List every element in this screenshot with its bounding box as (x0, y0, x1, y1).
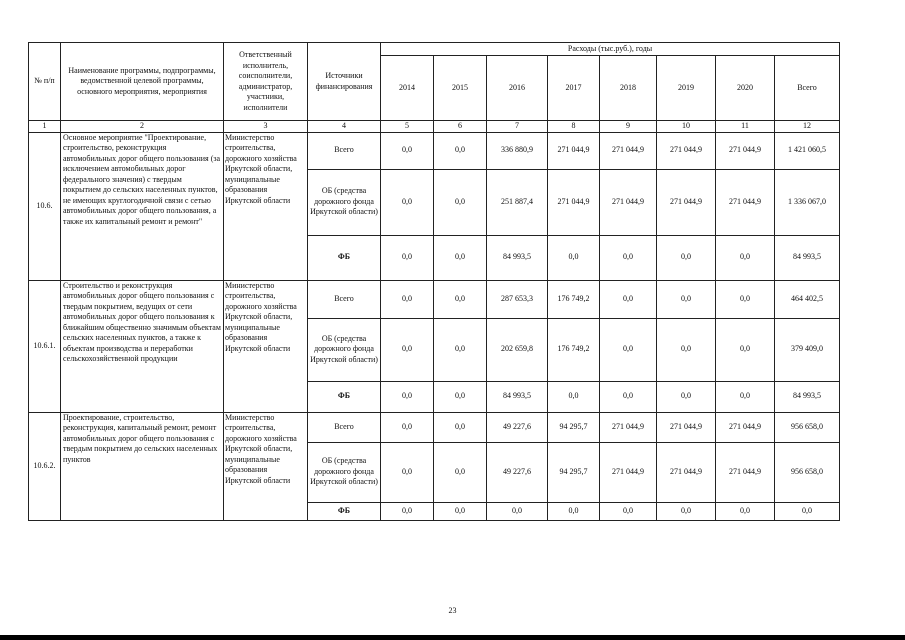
value-cell: 176 749,2 (548, 280, 600, 318)
value-cell: 0,0 (548, 381, 600, 412)
header-source: Источники финансирования (308, 43, 381, 121)
value-cell: 271 044,9 (600, 442, 657, 502)
value-cell: 271 044,9 (657, 442, 716, 502)
value-cell: 0,0 (434, 318, 487, 381)
value-cell: 0,0 (381, 280, 434, 318)
document-page (28, 42, 840, 521)
value-cell: 271 044,9 (657, 132, 716, 169)
scan-edge (0, 635, 905, 640)
value-cell: 271 044,9 (657, 169, 716, 235)
item-number: 10.6.1. (29, 280, 61, 412)
funding-source: ОБ (средства дорожного фонда Иркутской области) (308, 169, 381, 235)
value-cell: 0,0 (487, 502, 548, 520)
value-cell: 0,0 (381, 169, 434, 235)
column-number-row (29, 121, 840, 133)
value-cell: 271 044,9 (716, 169, 775, 235)
value-cell: 0,0 (434, 412, 487, 442)
page-number: 23 (448, 606, 457, 615)
item-name: Строительство и реконструкция автомобильных дорог общего пользования с твердым покрытием, ведущих от сети автомобильных дорог общего пользования к ближайшим общественно значимым объектам сельских населенных пунктов, а также к объектам производства и переработки сельскохозяйственной продукции (61, 280, 224, 412)
col-number: 4 (308, 121, 381, 133)
value-cell: 0,0 (716, 280, 775, 318)
item-responsible: Министерство строительства, дорожного хозяйства Иркутской области, муниципальные образования Иркутской области (224, 412, 308, 520)
header-expenses: Расходы (тыс.руб.), годы (381, 43, 840, 56)
value-cell: 0,0 (657, 318, 716, 381)
item-name: Проектирование, строительство, реконструкция, капитальный ремонт, ремонт автомобильных дорог общего пользования с твердым покрытием до сельских населенных пунктов (61, 412, 224, 520)
value-cell: 287 653,3 (487, 280, 548, 318)
value-cell: 271 044,9 (548, 169, 600, 235)
header-year: 2019 (657, 56, 716, 121)
funding-source: Всего (308, 280, 381, 318)
header-year: 2020 (716, 56, 775, 121)
col-number: 9 (600, 121, 657, 133)
total-cell: 1 336 067,0 (775, 169, 840, 235)
value-cell: 0,0 (434, 381, 487, 412)
item-number: 10.6. (29, 132, 61, 280)
value-cell: 0,0 (434, 169, 487, 235)
col-number: 7 (487, 121, 548, 133)
table-row (29, 132, 840, 169)
col-number: 11 (716, 121, 775, 133)
value-cell: 0,0 (657, 280, 716, 318)
value-cell: 271 044,9 (716, 442, 775, 502)
value-cell: 271 044,9 (716, 412, 775, 442)
funding-source: ОБ (средства дорожного фонда Иркутской области) (308, 442, 381, 502)
value-cell: 0,0 (434, 502, 487, 520)
item-responsible: Министерство строительства, дорожного хозяйства Иркутской области, муниципальные образования Иркутской области (224, 132, 308, 280)
value-cell: 271 044,9 (548, 132, 600, 169)
value-cell: 84 993,5 (487, 381, 548, 412)
col-number: 2 (61, 121, 224, 133)
value-cell: 0,0 (600, 235, 657, 280)
header-responsible: Ответственный исполнитель, соисполнители, администратор, участники, исполнители (224, 43, 308, 121)
value-cell: 94 295,7 (548, 412, 600, 442)
funding-source: ФБ (308, 502, 381, 520)
item-number: 10.6.2. (29, 412, 61, 520)
value-cell: 0,0 (381, 318, 434, 381)
total-cell: 956 658,0 (775, 412, 840, 442)
value-cell: 49 227,6 (487, 442, 548, 502)
value-cell: 0,0 (600, 280, 657, 318)
table-row (29, 412, 840, 442)
value-cell: 0,0 (657, 381, 716, 412)
col-number: 6 (434, 121, 487, 133)
value-cell: 0,0 (600, 318, 657, 381)
value-cell: 336 880,9 (487, 132, 548, 169)
value-cell: 271 044,9 (600, 412, 657, 442)
header-name: Наименование программы, подпрограммы, ведомственной целевой программы, основного мероприятия, мероприятия (61, 43, 224, 121)
value-cell: 271 044,9 (600, 169, 657, 235)
value-cell: 0,0 (381, 442, 434, 502)
total-cell: 956 658,0 (775, 442, 840, 502)
value-cell: 49 227,6 (487, 412, 548, 442)
value-cell: 202 659,8 (487, 318, 548, 381)
header-year: 2015 (434, 56, 487, 121)
funding-source: ОБ (средства дорожного фонда Иркутской области) (308, 318, 381, 381)
value-cell: 0,0 (716, 235, 775, 280)
col-number: 12 (775, 121, 840, 133)
col-number: 10 (657, 121, 716, 133)
header-num: № п/п (29, 43, 61, 121)
value-cell: 0,0 (434, 280, 487, 318)
header-year: 2014 (381, 56, 434, 121)
col-number: 5 (381, 121, 434, 133)
value-cell: 271 044,9 (716, 132, 775, 169)
header-total: Всего (775, 56, 840, 121)
value-cell: 0,0 (548, 502, 600, 520)
value-cell: 0,0 (381, 412, 434, 442)
value-cell: 0,0 (600, 502, 657, 520)
total-cell: 84 993,5 (775, 381, 840, 412)
value-cell: 0,0 (434, 132, 487, 169)
value-cell: 0,0 (548, 235, 600, 280)
funding-source: Всего (308, 132, 381, 169)
value-cell: 271 044,9 (657, 412, 716, 442)
value-cell: 0,0 (381, 502, 434, 520)
value-cell: 0,0 (716, 381, 775, 412)
value-cell: 0,0 (657, 502, 716, 520)
header-year: 2016 (487, 56, 548, 121)
funding-source: ФБ (308, 235, 381, 280)
col-number: 1 (29, 121, 61, 133)
item-responsible: Министерство строительства, дорожного хозяйства Иркутской области, муниципальные образования Иркутской области (224, 280, 308, 412)
value-cell: 0,0 (600, 381, 657, 412)
total-cell: 464 402,5 (775, 280, 840, 318)
col-number: 3 (224, 121, 308, 133)
value-cell: 251 887,4 (487, 169, 548, 235)
total-cell: 84 993,5 (775, 235, 840, 280)
item-name: Основное мероприятие "Проектирование, строительство, реконструкция автомобильных дорог общего пользования (за исключением автомобильных дорог федерального значения) с твердым покрытием до сельских населенных пунктов, не имеющих круглогодичной связи с сетью автомобильных дорог общего пользования, а также их капитальный ремонт и ремонт" (61, 132, 224, 280)
expenses-table (28, 42, 840, 521)
value-cell: 0,0 (657, 235, 716, 280)
header-year: 2017 (548, 56, 600, 121)
value-cell: 84 993,5 (487, 235, 548, 280)
value-cell: 0,0 (716, 502, 775, 520)
value-cell: 176 749,2 (548, 318, 600, 381)
col-number: 8 (548, 121, 600, 133)
table-row (29, 280, 840, 318)
header-year: 2018 (600, 56, 657, 121)
value-cell: 0,0 (381, 381, 434, 412)
value-cell: 0,0 (434, 235, 487, 280)
value-cell: 0,0 (716, 318, 775, 381)
value-cell: 0,0 (381, 132, 434, 169)
value-cell: 94 295,7 (548, 442, 600, 502)
funding-source: Всего (308, 412, 381, 442)
value-cell: 271 044,9 (600, 132, 657, 169)
total-cell: 379 409,0 (775, 318, 840, 381)
funding-source: ФБ (308, 381, 381, 412)
value-cell: 0,0 (434, 442, 487, 502)
value-cell: 0,0 (381, 235, 434, 280)
total-cell: 0,0 (775, 502, 840, 520)
total-cell: 1 421 060,5 (775, 132, 840, 169)
